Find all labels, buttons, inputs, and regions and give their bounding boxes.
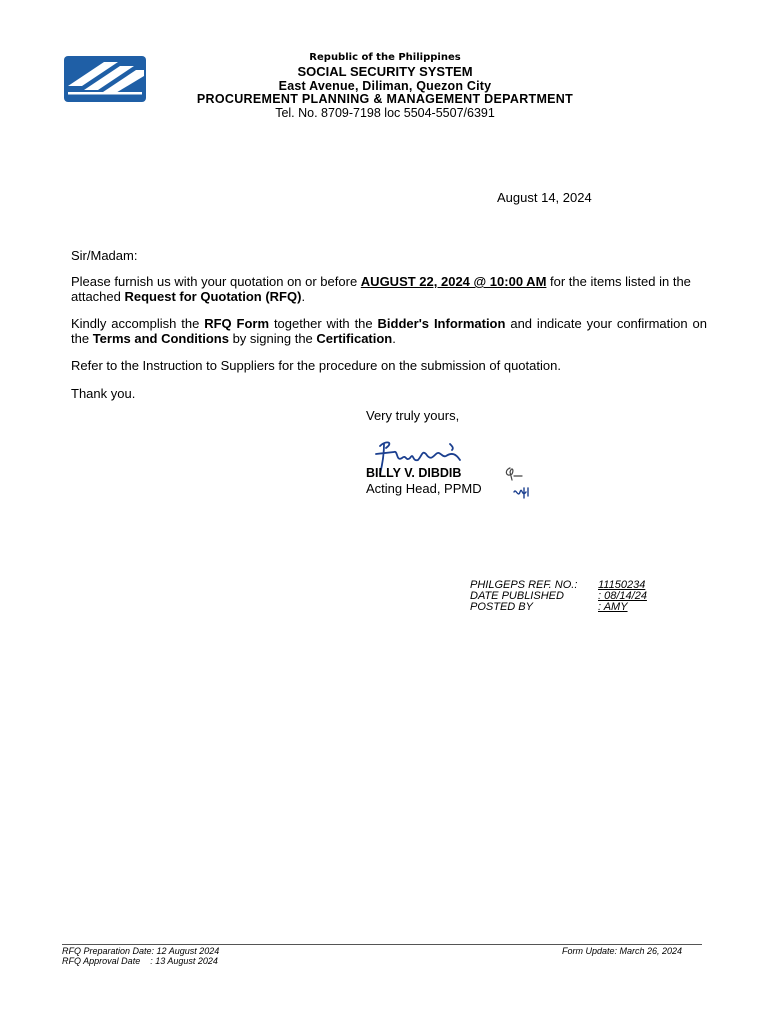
terms-text: Terms and Conditions [92, 331, 229, 346]
footer-divider [62, 944, 702, 945]
reference-value: : AMY [598, 601, 628, 613]
footer-dates [62, 946, 219, 966]
paragraph-refer: Refer to the Instruction to Suppliers for the procedure on the submission of quotation. [71, 358, 561, 373]
p2-text-b: together with the [269, 316, 378, 331]
p1-text-b: for the items listed in the attached [71, 274, 691, 304]
letter-date: August 14, 2024 [497, 190, 592, 205]
reference-block [470, 580, 647, 613]
reference-row [470, 602, 647, 613]
bidders-info-text: Bidder's Information [377, 316, 506, 331]
paragraph-thanks: Thank you. [71, 386, 136, 401]
p2-text-c: and indicate your confirmation on the [71, 316, 707, 346]
certification-text: Certification [316, 331, 393, 346]
paragraph-deadline [71, 274, 707, 304]
salutation: Sir/Madam: [71, 248, 138, 263]
header-address: East Avenue, Diliman, Quezon City [278, 79, 492, 93]
footer-approval-date: RFQ Approval Date : 13 August 2024 [62, 956, 218, 966]
reference-value: 11150234 [598, 579, 646, 591]
footer-form-update: Form Update: March 26, 2024 [562, 946, 683, 956]
rfq-text: Request for Quotation (RFQ) [124, 289, 302, 304]
reference-value: : 08/14/24 [598, 590, 647, 602]
header-agency: SOCIAL SECURITY SYSTEM [297, 64, 473, 79]
p1-text-c: . [301, 289, 306, 304]
signer-title: Acting Head, PPMD [366, 481, 482, 496]
paragraph-instructions [71, 316, 707, 346]
signer-name: BILLY V. DIBDIB [366, 466, 462, 480]
footer-prep-date: RFQ Preparation Date: 12 August 2024 [62, 946, 220, 956]
header-tel: Tel. No. 8709-7198 loc 5504-5507/6391 [275, 106, 495, 120]
p2-text-e: . [392, 331, 396, 346]
reference-label: DATE PUBLISHED [470, 590, 564, 602]
initials-icon [500, 462, 536, 502]
reference-label: PHILGEPS REF. NO.: [470, 579, 578, 591]
closing: Very truly yours, [366, 408, 460, 423]
rfq-form-text: RFQ Form [204, 316, 270, 331]
p2-text-a: Kindly accomplish the [71, 316, 205, 331]
reference-label: POSTED BY [470, 601, 533, 613]
deadline-text: AUGUST 22, 2024 @ 10:00 AM [360, 274, 547, 289]
p1-text-a: Please furnish us with your quotation on or before [71, 274, 361, 289]
p2-text-d: by signing the [228, 331, 317, 346]
header-republic: Republic of the Philippines [309, 52, 461, 63]
header-department: PROCUREMENT PLANNING & MANAGEMENT DEPARTMENT [196, 92, 574, 106]
